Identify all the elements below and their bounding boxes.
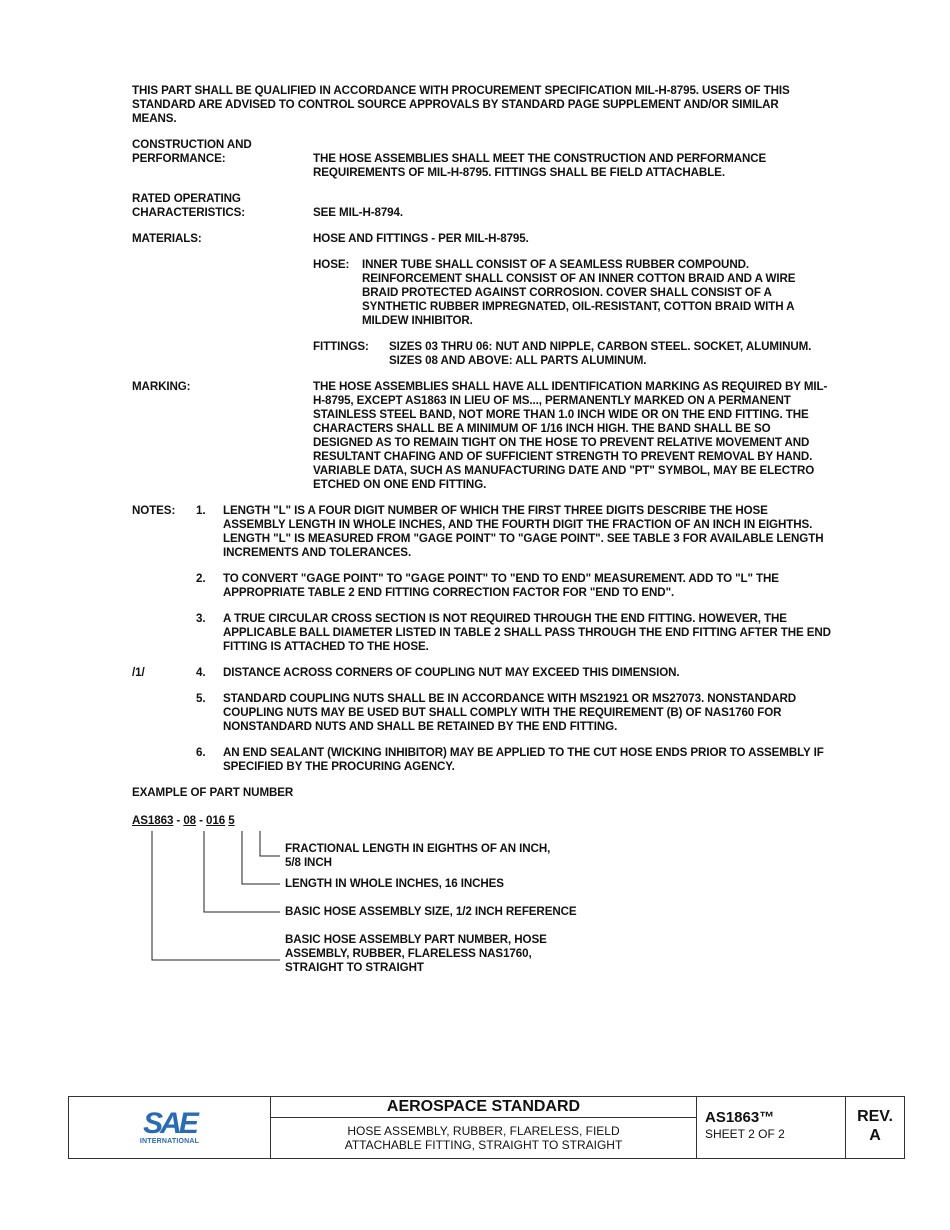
note-mark: /1/ [132, 666, 145, 679]
note-mark [132, 692, 196, 734]
callout-size: BASIC HOSE ASSEMBLY SIZE, 1/2 INCH REFERENCE [285, 905, 577, 918]
materials-section [132, 232, 832, 368]
note-text: LENGTH "L" IS A FOUR DIGIT NUMBER OF WHICH THE FIRST THREE DIGITS DESCRIBE THE HOSE ASSEMBLY LENGTH IN WHOLE INCHES, AND THE FOURTH DIGIT THE FRACTION OF AN INCH IN EIGHTHS. LENGTH "L" IS MEASURED FROM "GAGE POINT" TO "GAGE POINT". SEE TABLE 3 FOR AVAILABLE LENGTH INCREMENTS AND TOLERANCES. [223, 504, 824, 559]
note-mark [132, 746, 196, 774]
leader-base [152, 831, 280, 960]
part-base: AS1863 [132, 814, 174, 827]
part-length: 016 [206, 814, 226, 827]
separator-2: - [196, 814, 207, 827]
note-mark [132, 612, 196, 654]
note-text: AN END SEALANT (WICKING INHIBITOR) MAY BE APPLIED TO THE CUT HOSE ENDS PRIOR TO ASSEMBLY IF SPECIFIED BY THE PROCURING AGENCY. [223, 746, 824, 773]
doc-number: AS1863™ [705, 1109, 775, 1126]
note-item [132, 572, 832, 600]
callout-length: LENGTH IN WHOLE INCHES, 16 INCHES [285, 877, 504, 890]
hose-label: HOSE: [313, 258, 350, 271]
part-number-diagram [132, 814, 832, 994]
materials-body [313, 232, 832, 368]
intro-paragraph: THIS PART SHALL BE QUALIFIED IN ACCORDANCE WITH PROCUREMENT SPECIFICATION MIL-H-8795. USERS OF THIS STANDARD ARE ADVISED TO CONTROL SOURCE APPROVALS BY STANDARD PAGE SUPPLEMENT AND/OR SIMILAR MEANS. [132, 84, 790, 125]
fittings-text: SIZES 03 THRU 06: NUT AND NIPPLE, CARBON STEEL. SOCKET, ALUMINUM. SIZES 08 AND ABOVE: ALL PARTS ALUMINUM. [389, 340, 812, 367]
note-item [132, 504, 832, 560]
note-number: 1. [196, 504, 206, 517]
part-fraction: 5 [228, 814, 235, 827]
leader-length [242, 831, 280, 884]
rev-value: A [869, 1127, 881, 1144]
fittings-subsection [313, 340, 832, 368]
note-text: STANDARD COUPLING NUTS SHALL BE IN ACCORDANCE WITH MS21921 OR MS27073. NONSTANDARD COUPLING NUTS MAY BE USED BUT SHALL COMPLY WITH THE REQUIREMENT (B) OF NAS1760 FOR NONSTANDARD NUTS AND SHALL BE RETAINED BY THE END FITTING. [223, 692, 797, 733]
note-number: 6. [196, 746, 206, 759]
rev-cell [846, 1097, 904, 1158]
note-number: 5. [196, 692, 206, 705]
sae-logo-mark: SAE [143, 1107, 196, 1140]
note-mark [132, 572, 196, 600]
note-item [132, 692, 832, 734]
note-item [132, 746, 832, 774]
hose-subsection [313, 258, 832, 328]
notes-section [132, 504, 832, 774]
construction-section [132, 138, 832, 180]
hose-text: INNER TUBE SHALL CONSIST OF A SEAMLESS RUBBER COMPOUND. REINFORCEMENT SHALL CONSIST OF AN INNER COTTON BRAID AND A WIRE BRAID PROTECTED AGAINST CORROSION. COVER SHALL CONSIST OF A SYNTHETIC RUBBER IMPREGNATED, OIL-RESISTANT, COTTON BRAID WITH A MILDEW INHIBITOR. [362, 258, 796, 327]
part-size: 08 [183, 814, 197, 827]
callout-fraction: FRACTIONAL LENGTH IN EIGHTHS OF AN INCH, 5/8 INCH [285, 842, 551, 869]
note-number: 2. [196, 572, 206, 585]
rated-text-body: SEE MIL-H-8794. [313, 206, 403, 219]
note-text: TO CONVERT "GAGE POINT" TO "GAGE POINT" TO "END TO END" MEASUREMENT. ADD TO "L" THE APPROPRIATE TABLE 2 END FITTING CORRECTION FACTOR FOR "END TO END". [223, 572, 779, 599]
marking-label: MARKING: [132, 380, 191, 393]
standard-heading: AEROSPACE STANDARD [271, 1097, 696, 1118]
sheet-number: SHEET 2 OF 2 [705, 1127, 785, 1141]
rated-section [132, 192, 832, 220]
rated-label: RATED OPERATING CHARACTERISTICS: [132, 192, 246, 219]
title-block [68, 1096, 905, 1159]
leader-fraction [260, 831, 280, 856]
notes-label: NOTES: [132, 504, 176, 517]
rated-text [313, 192, 832, 220]
note-number: 4. [196, 666, 206, 679]
construction-label: CONSTRUCTION AND PERFORMANCE: [132, 138, 252, 165]
rev-label: REV. [857, 1108, 893, 1125]
materials-text: HOSE AND FITTINGS - PER MIL-H-8795. [313, 232, 529, 245]
document-body [132, 84, 832, 994]
doc-cell [697, 1097, 846, 1158]
marking-section [132, 380, 832, 492]
note-item [132, 612, 832, 654]
title-cell [271, 1097, 697, 1158]
sae-logo-sub: INTERNATIONAL [139, 1138, 200, 1145]
standard-description: HOSE ASSEMBLY, RUBBER, FLARELESS, FIELD ATTACHABLE FITTING, STRAIGHT TO STRAIGHT [344, 1124, 623, 1152]
note-text: DISTANCE ACROSS CORNERS OF COUPLING NUT MAY EXCEED THIS DIMENSION. [223, 666, 680, 679]
example-title: EXAMPLE OF PART NUMBER [132, 786, 294, 799]
note-item [132, 666, 832, 680]
note-text: A TRUE CIRCULAR CROSS SECTION IS NOT REQUIRED THROUGH THE END FITTING. HOWEVER, THE APPLICABLE BALL DIAMETER LISTED IN TABLE 2 SHALL PASS THROUGH THE END FITTING AFTER THE END FITTING IS ATTACHED TO THE HOSE. [223, 612, 831, 653]
callout-base: BASIC HOSE ASSEMBLY PART NUMBER, HOSE ASSEMBLY, RUBBER, FLARELESS NAS1760, STRAIGHT TO STRAIGHT [285, 933, 547, 974]
sae-logo [69, 1097, 271, 1158]
fittings-label: FITTINGS: [313, 340, 369, 353]
materials-label: MATERIALS: [132, 232, 202, 245]
separator-1: - [173, 814, 184, 827]
marking-text: THE HOSE ASSEMBLIES SHALL HAVE ALL IDENTIFICATION MARKING AS REQUIRED BY MIL-H-8795, EXCEPT AS1863 IN LIEU OF MS..., PERMANENTLY MARKED ON A PERMANENT STAINLESS STEEL BAND, NOT MORE THAN 1.0 INCH WIDE OR ON THE END FITTING. THE CHARACTERS SHALL BE A MINIMUM OF 1/16 INCH HIGH. THE BAND SHALL BE SO DESIGNED AS TO REMAIN TIGHT ON THE HOSE TO PREVENT RELATIVE MOVEMENT AND RESULTANT CHAFING AND OF SUFFICIENT STRENGTH TO PREVENT REMOVAL BY HAND. VARIABLE DATA, SUCH AS MANUFACTURING DATE AND "PT" SYMBOL, MAY BE ELECTRO ETCHED ON ONE END FITTING. [313, 380, 828, 491]
notes-list [132, 504, 832, 774]
construction-text [313, 138, 832, 180]
note-number: 3. [196, 612, 206, 625]
construction-text-body: THE HOSE ASSEMBLIES SHALL MEET THE CONSTRUCTION AND PERFORMANCE REQUIREMENTS OF MIL-H-8795. FITTINGS SHALL BE FIELD ATTACHABLE. [313, 152, 767, 179]
